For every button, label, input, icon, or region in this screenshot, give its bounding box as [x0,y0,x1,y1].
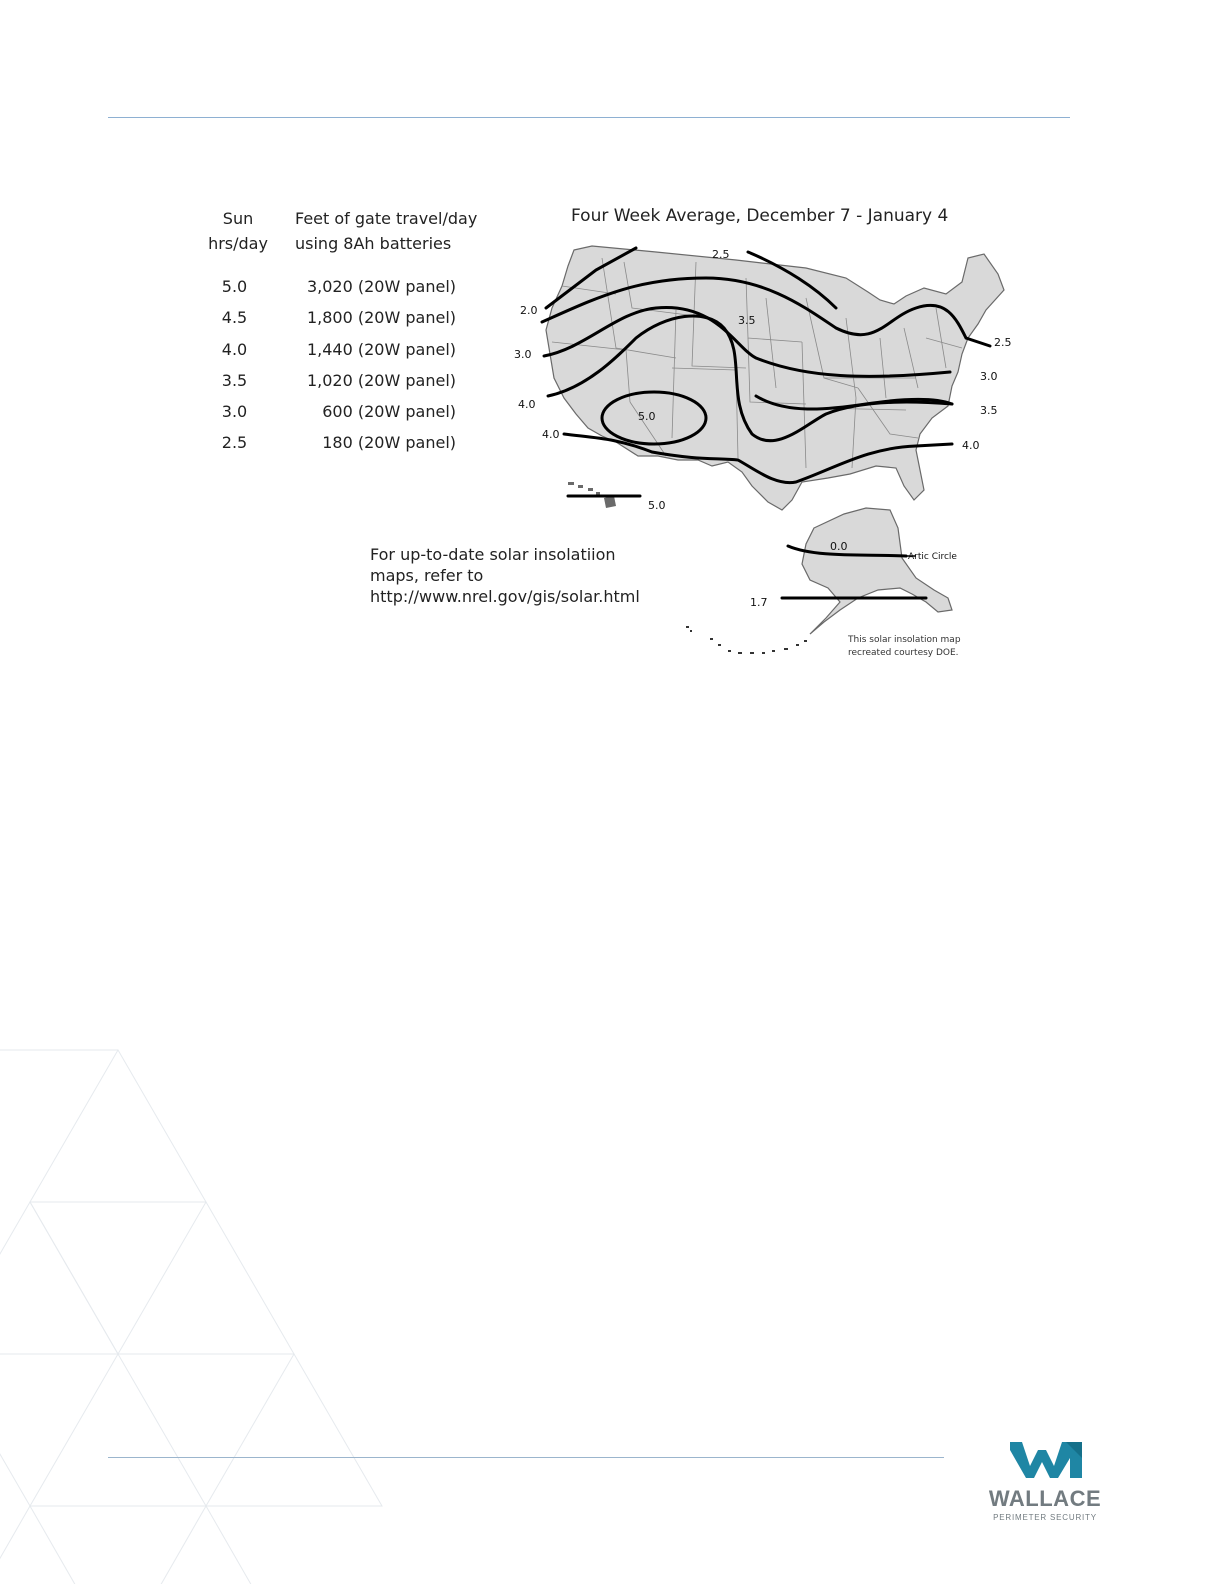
label-1-7-alaska: 1.7 [750,596,768,609]
label-0-0-alaska: 0.0 [830,540,848,553]
gate-travel: 3,020 (20W panel) [306,277,456,296]
sun-hours: 5.0 [221,277,248,296]
label-4-0-south: 4.0 [542,428,560,441]
insolation-map [506,238,1032,674]
sun-hours: 2.5 [221,433,248,452]
label-4-0-west: 4.0 [518,398,536,411]
gate-travel: 600 (20W panel) [322,402,456,421]
sun-hours: 3.5 [221,371,248,390]
sun-hours: 3.0 [221,402,248,421]
label-5-0-southwest: 5.0 [638,410,656,423]
sun-hours: 4.5 [221,308,248,327]
header-rule [108,117,1070,118]
gate-travel: 1,020 (20W panel) [306,371,456,390]
column-header-sun: Sun hrs/day [208,209,268,253]
label-3-5-east: 3.5 [980,404,998,417]
label-3-0-west: 3.0 [514,348,532,361]
solar-figure [196,198,1032,674]
label-3-5-central: 3.5 [738,314,756,327]
label-2-5-top: 2.5 [712,248,730,261]
logo-tagline: PERIMETER SECURITY [993,1513,1097,1522]
footer-rule [108,1457,944,1458]
wallace-logo [978,1436,1112,1528]
triangle-pattern-background [0,1040,420,1584]
gate-travel: 1,800 (20W panel) [306,308,456,327]
sun-hours: 4.0 [221,340,248,359]
map-title: Four Week Average, December 7 - January 4 [571,206,949,226]
reference-note: For up-to-date solar insolatiion maps, refer to http://www.nrel.gov/gis/solar.html [370,545,640,606]
doe-credit-note: This solar insolation map recreated courtesy DOE. [848,635,961,658]
label-3-0-east: 3.0 [980,370,998,383]
alaska [802,508,952,634]
label-arctic-circle: Artic Circle [908,552,957,562]
column-header-feet: Feet of gate travel/day using 8Ah batteries [295,209,478,253]
label-2-5-east: 2.5 [994,336,1012,349]
gate-travel: 180 (20W panel) [322,433,456,452]
wallace-mark-icon [1008,1440,1084,1480]
label-2-0-west: 2.0 [520,304,538,317]
label-5-0-hawaii: 5.0 [648,499,666,512]
label-4-0-southeast: 4.0 [962,439,980,452]
gate-travel: 1,440 (20W panel) [306,340,456,359]
logo-wordmark: WALLACE [988,1486,1102,1511]
